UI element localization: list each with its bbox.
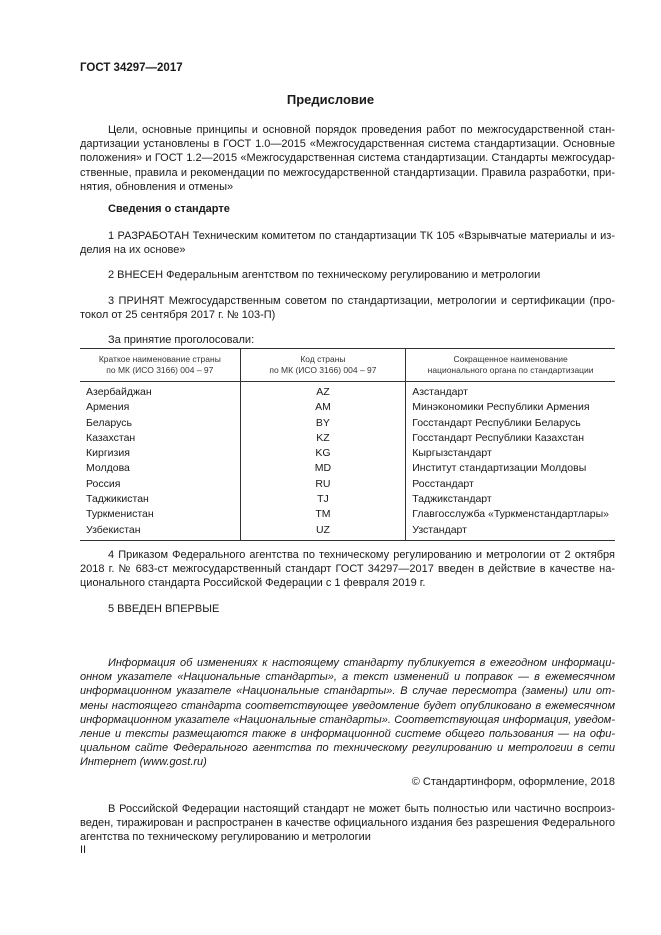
voting-countries-table — [80, 348, 615, 541]
country-cell: Азербайджан — [86, 386, 152, 398]
table-row — [80, 400, 615, 415]
agency-cell: Азстандарт — [406, 382, 615, 401]
header-code: Код страны по МК (ИСО 3166) 004 – 97 — [240, 349, 406, 382]
document-number: ГОСТ 34297—2017 — [80, 62, 183, 74]
rights-line: В Российской Федерации настоящий стандарт не может быть полностью или частично воспроиз- — [108, 803, 615, 815]
info-heading: Сведения о стандарте — [108, 203, 230, 215]
country-cell: Таджикистан — [86, 493, 149, 506]
code-cell: RU — [240, 477, 406, 492]
item-5: 5 ВВЕДЕН ВПЕРВЫЕ — [108, 603, 220, 615]
item-4-line: ционального стандарта Российской Федерации с 1 февраля 2019 г. — [80, 577, 426, 590]
page-number: II — [80, 844, 87, 856]
item-1 — [80, 229, 615, 257]
table-header-row — [80, 349, 615, 382]
intro-line: ственные, правила и рекомендации по межгосударственной стандартизации. Правила разработки, при- — [80, 166, 615, 179]
code-cell: KG — [240, 446, 406, 461]
code-cell: TM — [240, 507, 406, 522]
code-cell: AZ — [240, 382, 406, 401]
table-row — [80, 461, 615, 476]
agency-cell: Минэкономики Республики Армения — [406, 400, 615, 415]
agency-cell: Главгосслужба «Туркменстандартлары» — [406, 507, 615, 522]
header-agency: Сокращенное наименование национального органа по стандартизации — [406, 349, 615, 382]
country-cell: Россия — [86, 477, 121, 490]
voted-label: За принятие проголосовали: — [108, 334, 255, 346]
agency-cell: Госстандарт Республики Казахстан — [406, 431, 615, 446]
table-row — [80, 477, 615, 492]
intro-line: положения» и ГОСТ 1.2—2015 «Межгосударственная система стандартизации. Стандарты межгосудар- — [80, 152, 615, 165]
notice-line: онном указателе «Национальные стандарты», а текст изменений и поправок — в ежемесячном — [80, 671, 615, 684]
item-3 — [80, 294, 615, 322]
agency-cell: Госстандарт Республики Беларусь — [406, 416, 615, 431]
country-cell: Беларусь — [86, 416, 132, 429]
agency-cell: Институт стандартизации Молдовы — [406, 461, 615, 476]
item-3-line: 3 ПРИНЯТ Межгосударственным советом по стандартизации, метрологии и сертификации (про- — [108, 295, 615, 307]
rights-line: веден, тиражирован и распространен в качестве официального издания без разрешения Федерального — [80, 817, 615, 830]
agency-cell: Росстандарт — [406, 477, 615, 492]
agency-cell: Кыргызстандарт — [406, 446, 615, 461]
notice-line: информационном указателе «Национальные стандарты». Соответствующая информация, уведом- — [80, 713, 615, 726]
table-row — [80, 492, 615, 507]
intro-line: нятия, обновления и отмены» — [80, 180, 234, 193]
code-cell: BY — [240, 416, 406, 431]
table-row — [80, 446, 615, 461]
item-3-line: токол от 25 сентября 2017 г. № 103-П) — [80, 309, 276, 322]
item-4-line: 4 Приказом Федерального агентства по техническому регулированию и метрологии от 2 октября — [108, 549, 615, 561]
notice-line: Информация об изменениях к настоящему стандарту публикуется в ежегодном информаци- — [108, 657, 615, 669]
country-cell: Армения — [86, 401, 130, 414]
agency-cell: Таджикстандарт — [406, 492, 615, 507]
item-2: 2 ВНЕСЕН Федеральным агентством по техническому регулированию и метрологии — [108, 269, 541, 281]
item-1-line: делия на их основе» — [80, 244, 186, 257]
amendments-notice — [80, 656, 615, 770]
intro-paragraph — [80, 123, 615, 194]
notice-line: ление и тексты размещаются также в информационной системе общего пользования — на офи- — [80, 728, 615, 741]
item-1-line: 1 РАЗРАБОТАН Техническим комитетом по стандартизации ТК 105 «Взрывчатые материалы и из- — [108, 230, 615, 242]
country-cell: Казахстан — [86, 431, 136, 444]
rights-line: агентства по техническому регулированию и метрологии — [80, 831, 371, 844]
intro-line: дартизации установлены в ГОСТ 1.0—2015 «Межгосударственная система стандартизации. Основные — [80, 138, 615, 151]
notice-line: циальном сайте Федерального агентства по техническому регулированию и метрологии в сети — [80, 742, 615, 755]
table-row — [80, 431, 615, 446]
country-cell: Молдова — [86, 462, 130, 475]
code-cell: KZ — [240, 431, 406, 446]
page-title: Предисловие — [286, 92, 375, 107]
country-cell: Туркменистан — [86, 508, 154, 521]
table-row — [80, 523, 615, 541]
rights-paragraph — [80, 802, 615, 845]
header-country: Краткое наименование страны по МК (ИСО 3166) 004 – 97 — [80, 349, 240, 382]
item-4 — [80, 548, 615, 591]
notice-line: информационном указателе «Национальные стандарты». В случае пересмотра (замены) или от- — [80, 685, 615, 698]
country-cell: Узбекистан — [80, 523, 240, 541]
table-row — [80, 416, 615, 431]
agency-cell: Узстандарт — [406, 523, 615, 541]
code-cell: TJ — [240, 492, 406, 507]
item-4-line: 2018 г. № 683-ст межгосударственный стандарт ГОСТ 34297—2017 введен в действие в качестве на- — [80, 563, 615, 576]
code-cell: MD — [240, 461, 406, 476]
copyright-line: © Стандартинформ, оформление, 2018 — [411, 776, 615, 788]
table-row — [80, 382, 615, 401]
code-cell: UZ — [240, 523, 406, 541]
table-row — [80, 507, 615, 522]
intro-line: Цели, основные принципы и основной порядок проведения работ по межгосударственной стан- — [108, 124, 615, 136]
notice-line: Интернет (www.gost.ru) — [80, 756, 207, 769]
notice-line: мены настоящего стандарта соответствующее уведомление будет опубликовано в ежемесячном — [80, 699, 615, 712]
code-cell: AM — [240, 400, 406, 415]
country-cell: Киргизия — [86, 447, 130, 460]
